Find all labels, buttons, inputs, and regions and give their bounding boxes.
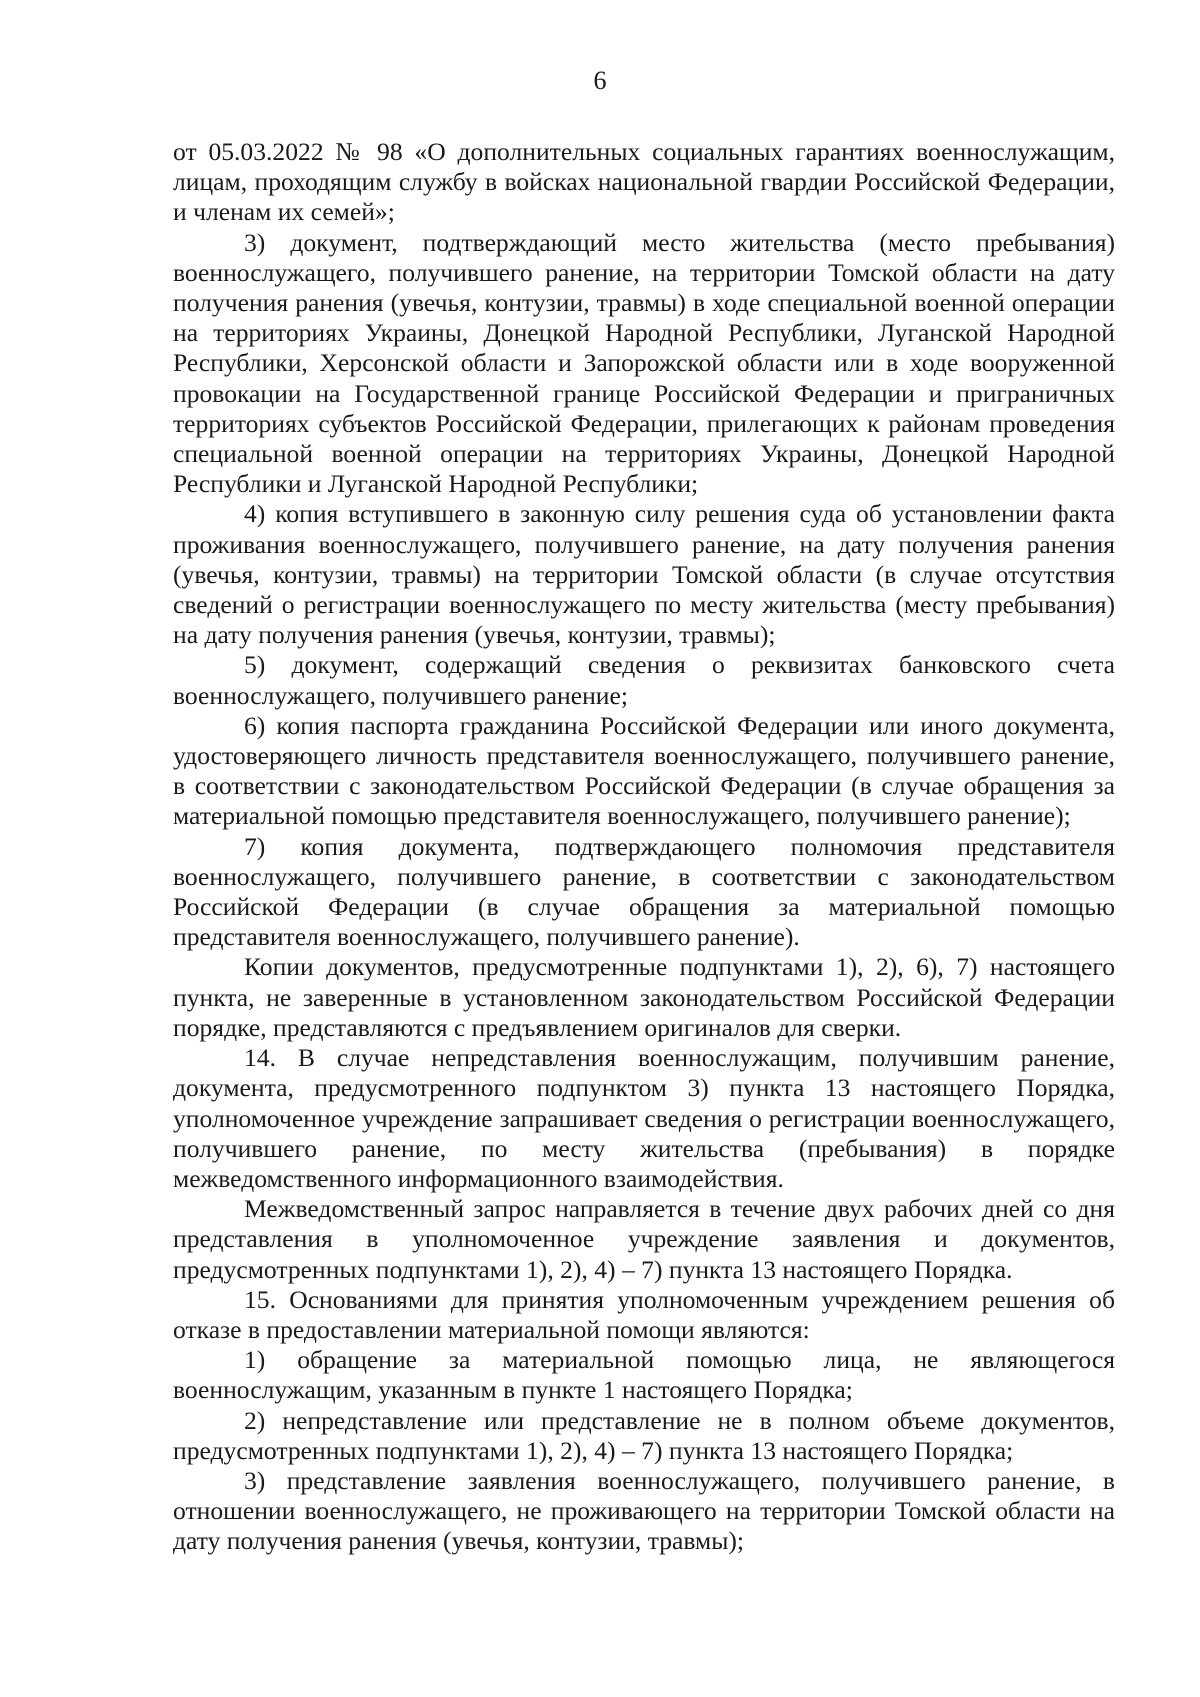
- page-number: 6: [593, 66, 607, 95]
- paragraph: 6) копия паспорта гражданина Российской Федерации или иного документа, удостоверяющего личность представителя военнослужащего, получившего ранение, в соответствии с законодательством Российской Федерации (в случае обращения за материальной помощью представителя военнослужащего, получившего ранение);: [173, 710, 1115, 831]
- paragraph: 3) документ, подтверждающий место жительства (место пребывания) военнослужащего, получившего ранение, на территории Томской области на дату получения ранения (увечья, контузии, травмы) в ходе специальной военной операции на территориях Украины, Донецкой Народной Республики, Луганской Народной Республики, Херсонской области и Запорожской области или в ходе вооруженной провокации на Государственной границе Российской Федерации и приграничных территориях субъектов Российской Федерации, прилегающих к районам проведения специальной военной операции на территориях Украины, Донецкой Народной Республики и Луганской Народной Республики;: [173, 227, 1115, 499]
- paragraph: 2) непредставление или представление не в полном объеме документов, предусмотренных подпунктами 1), 2), 4) – 7) пункта 13 настоящего Порядка;: [173, 1405, 1115, 1465]
- paragraph: 1) обращение за материальной помощью лица, не являющегося военнослужащим, указанным в пункте 1 настоящего Порядка;: [173, 1345, 1115, 1405]
- paragraph: 15. Основаниями для принятия уполномоченным учреждением решения об отказе в предоставлении материальной помощи являются:: [173, 1284, 1115, 1344]
- paragraph: Межведомственный запрос направляется в течение двух рабочих дней со дня представления в уполномоченное учреждение заявления и документов, предусмотренных подпунктами 1), 2), 4) – 7) пункта 13 настоящего Порядка.: [173, 1194, 1115, 1284]
- paragraph: 5) документ, содержащий сведения о реквизитах банковского счета военнослужащего, получившего ранение;: [173, 650, 1115, 710]
- paragraph: 14. В случае непредставления военнослужащим, получившим ранение, документа, предусмотренного подпунктом 3) пункта 13 настоящего Порядка, уполномоченное учреждение запрашивает сведения о регистрации военнослужащего, получившего ранение, по месту жительства (пребывания) в порядке межведомственного информационного взаимодействия.: [173, 1043, 1115, 1193]
- document-body: [173, 137, 1115, 1557]
- paragraph: от 05.03.2022 № 98 «О дополнительных социальных гарантиях военнослужащим, лицам, проходящим службу в войсках национальной гвардии Российской Федерации, и членам их семей»;: [173, 137, 1115, 227]
- paragraph: Копии документов, предусмотренные подпунктами 1), 2), 6), 7) настоящего пункта, не заверенные в установленном законодательством Российской Федерации порядке, представляются с предъявлением оригиналов для сверки.: [173, 952, 1115, 1042]
- paragraph: 7) копия документа, подтверждающего полномочия представителя военнослужащего, получившего ранение, в соответствии с законодательством Российской Федерации (в случае обращения за материальной помощью представителя военнослужащего, получившего ранение).: [173, 831, 1115, 952]
- paragraph: 3) представление заявления военнослужащего, получившего ранение, в отношении военнослужащего, не проживающего на территории Томской области на дату получения ранения (увечья, контузии, травмы);: [173, 1465, 1115, 1556]
- paragraph: 4) копия вступившего в законную силу решения суда об установлении факта проживания военнослужащего, получившего ранение, на дату получения ранения (увечья, контузии, травмы) на территории Томской области (в случае отсутствия сведений о регистрации военнослужащего по месту жительства (месту пребывания) на дату получения ранения (увечья, контузии, травмы);: [173, 499, 1115, 650]
